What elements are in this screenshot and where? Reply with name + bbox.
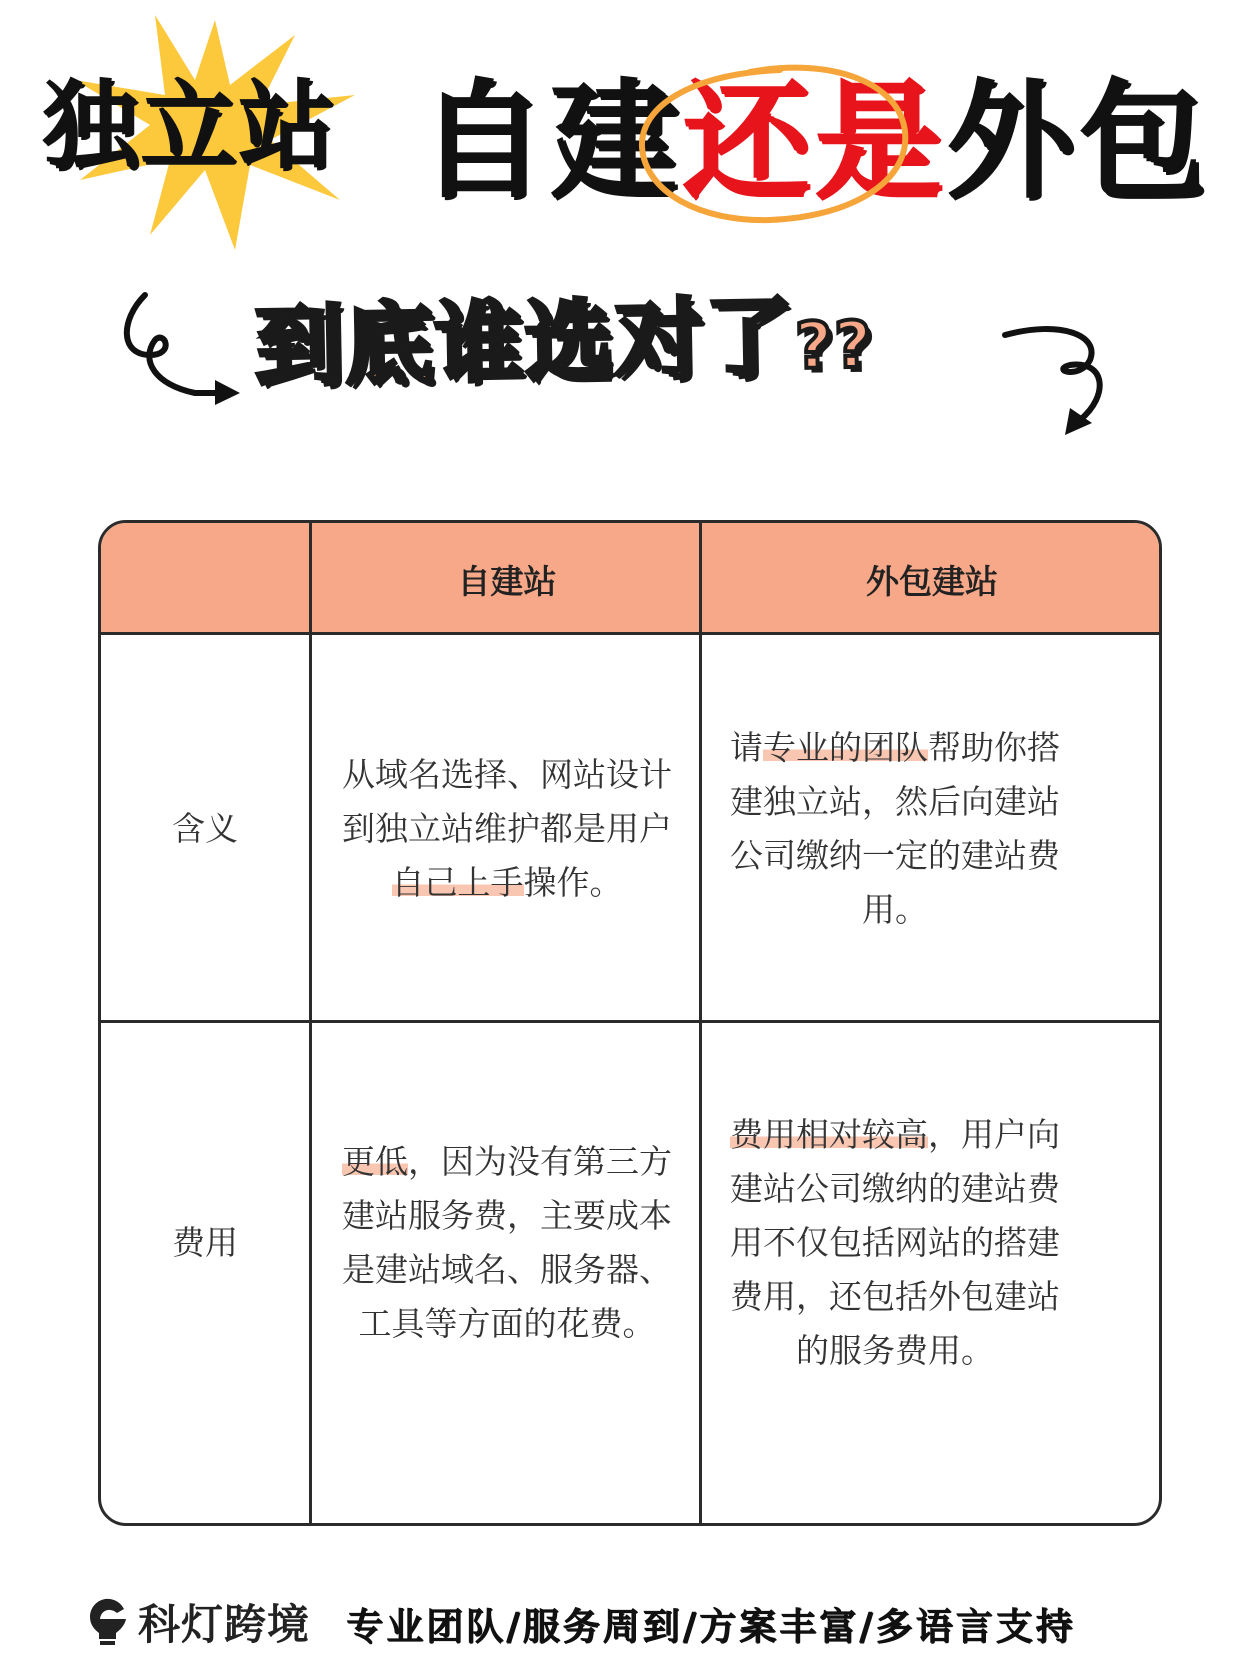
cell-text: [725, 721, 1065, 937]
comparison-table: [98, 520, 1162, 1526]
subtitle: [254, 285, 875, 399]
subtitle-question-marks: ??: [794, 308, 875, 384]
cell-text-part: ，因为没有第三方建站服务费，主要成本是建站域名、服务器、工具等方面的花费。: [342, 1142, 672, 1343]
title-highlight: 还是: [682, 67, 947, 216]
row-label-meaning: [101, 638, 309, 1020]
cell-text-part: 帮助你搭建独立站，然后向建站公司缴纳一定的建站费用。: [730, 728, 1060, 929]
header-cell-outsourced: 外包建站: [866, 561, 998, 601]
cell-outsourced-meaning: [725, 638, 1065, 1020]
brand-name: 科灯跨境: [138, 1600, 311, 1649]
row-label-text: 费用: [172, 1223, 238, 1262]
row-label-cost: [101, 1023, 309, 1463]
tag-title: 独立站: [42, 70, 336, 182]
highlight-circle-decoration: [630, 52, 920, 237]
cell-text-highlight: 费用相对较高: [730, 1115, 928, 1154]
cell-self-built-meaning: [337, 638, 677, 1020]
cell-text-highlight: 自己上手: [391, 863, 524, 902]
cell-text-highlight: 更低: [342, 1142, 408, 1181]
subtitle-text: 到底谁选对了: [254, 285, 796, 399]
row-label-text: 含义: [172, 809, 238, 848]
footer-slogan: 专业团队/服务周到/方案丰富/多语言支持: [346, 1605, 1076, 1648]
cell-text-part: 请: [730, 728, 763, 767]
cell-self-built-cost: [337, 1023, 677, 1463]
cell-text: [337, 748, 677, 910]
cell-text-highlight: 专业的团队: [763, 728, 928, 767]
curly-arrow-left-icon: [115, 285, 245, 415]
header-cell-empty: [101, 523, 312, 635]
table-divider: [699, 523, 702, 1523]
cell-text-part: 操作。: [523, 863, 623, 902]
cell-text-part: 从域名选择、网站设计到独立站维护都是用户: [342, 755, 672, 848]
header-cell-self-built: 自建站: [457, 561, 557, 601]
lightbulb-logo-icon: [86, 1595, 132, 1649]
table-header-row: [101, 523, 1159, 635]
title-part-1: 自建: [418, 67, 683, 216]
curly-arrow-right-icon: [1000, 320, 1120, 440]
cell-text: [337, 1135, 677, 1351]
title-part-2: 外包: [946, 67, 1211, 216]
cell-text-part: ，用户向建站公司缴纳的建站费用不仅包括网站的搭建费用，还包括外包建站的服务费用。: [730, 1115, 1060, 1370]
brand-logo: [86, 1592, 310, 1652]
cell-outsourced-cost: [725, 1023, 1065, 1463]
cell-text: [725, 1108, 1065, 1378]
table-divider: [309, 523, 312, 1523]
